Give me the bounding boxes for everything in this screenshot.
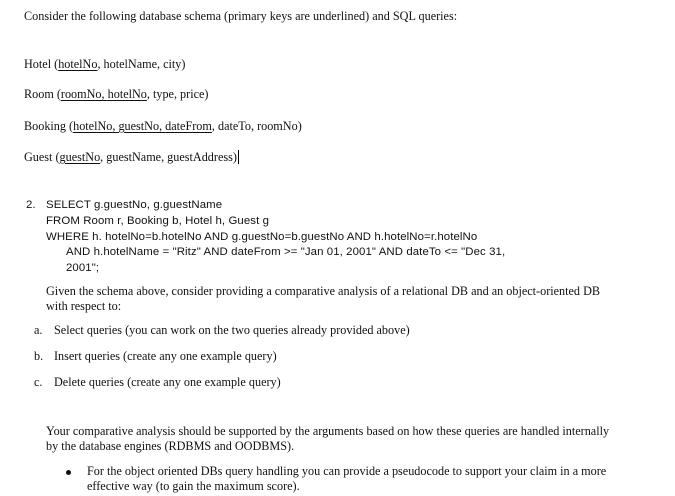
attributes: type, price [152, 87, 205, 101]
schema-room: Room (roomNo, hotelNo, type, price) [24, 87, 209, 101]
schema-booking: Booking (hotelNo, guestNo, dateFrom, dateTo, roomNo) [24, 119, 302, 133]
relation-name: Booking [24, 119, 66, 133]
relation-name: Guest [24, 150, 53, 164]
sql-line-and: AND h.hotelName = "Ritz" AND dateFrom >= "Jan 01, 2001" AND dateTo <= "Dec 31, [66, 246, 506, 258]
question-number: 2. [26, 199, 36, 211]
primary-key: hotelNo, guestNo, dateFrom [73, 119, 212, 133]
analysis-line-2: by the database engines (RDBMS and OODBMS). [46, 439, 295, 453]
primary-key: roomNo, hotelNo [60, 87, 147, 101]
relation-name: Room [24, 87, 54, 101]
schema-guest: Guest (guestNo, guestName, guestAddress) [24, 150, 237, 164]
bullet-line-2: effective way (to gain the maximum score). [87, 479, 300, 493]
schema-hotel: Hotel (hotelNo, hotelName, city) [24, 57, 186, 71]
prompt-line-2: with respect to: [46, 299, 122, 313]
item-marker-c: c. [34, 375, 43, 389]
item-marker-a: a. [34, 323, 43, 337]
bullet-icon [66, 470, 71, 475]
attributes: hotelName, city [103, 57, 182, 71]
attributes: guestName, guestAddress [106, 150, 233, 164]
intro-text: Consider the following database schema (primary keys are underlined) and SQL queries: [24, 9, 458, 23]
prompt-line-1: Given the schema above, consider providing a comparative analysis of a relational DB and an object-oriented DB [46, 284, 601, 298]
item-select-queries: Select queries (you can work on the two queries already provided above) [54, 323, 410, 337]
analysis-line-1: Your comparative analysis should be supported by the arguments based on how these queries are handled internally [46, 424, 610, 438]
item-insert-queries: Insert queries (create any one example query) [54, 349, 277, 363]
sql-line-from: FROM Room r, Booking b, Hotel h, Guest g [46, 215, 270, 227]
primary-key: hotelNo [58, 57, 98, 71]
item-delete-queries: Delete queries (create any one example query) [54, 375, 281, 389]
attributes: dateTo, roomNo [217, 119, 298, 133]
sql-line-select: SELECT g.guestNo, g.guestName [46, 199, 223, 211]
item-marker-b: b. [34, 349, 44, 363]
sql-line-end: 2001"; [66, 262, 100, 274]
bullet-line-1: For the object oriented DBs query handling you can provide a pseudocode to support your claim in a more [87, 464, 607, 478]
relation-name: Hotel [24, 57, 52, 71]
sql-line-where: WHERE h. hotelNo=b.hotelNo AND g.guestNo=b.guestNo AND h.hotelNo=r.hotelNo [46, 231, 478, 243]
text-cursor [238, 150, 239, 164]
primary-key: guestNo [59, 150, 101, 164]
